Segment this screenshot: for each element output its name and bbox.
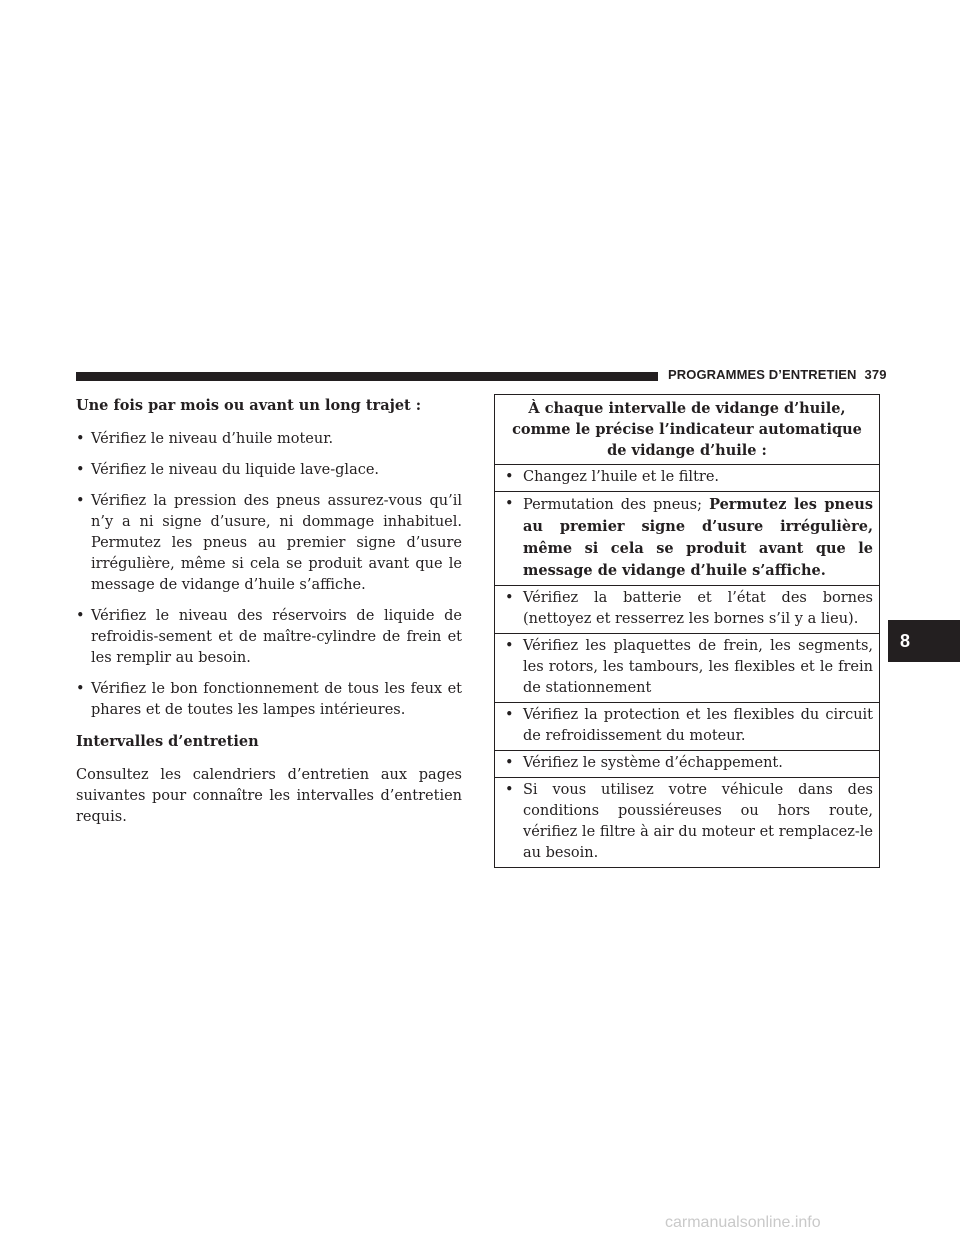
bullet-icon: • (505, 496, 514, 512)
bullet-icon: • (505, 755, 514, 771)
table-row: • Vérifiez les plaquettes de frein, les segments, les rotors, les tambours, les flexibles et le frein de stationnement (495, 634, 879, 703)
table-row: • Vérifiez la protection et les flexibles du circuit de refroidissement du moteur. (495, 703, 879, 751)
watermark: carmanualsonline.info (665, 1214, 821, 1231)
chapter-number: 8 (900, 630, 911, 651)
chapter-tab (888, 620, 960, 662)
table-row: • Vérifiez le système d’échappement. (495, 751, 879, 778)
running-header (668, 367, 887, 382)
bullet-icon: • (505, 469, 514, 485)
monthly-checklist (76, 429, 462, 721)
list-item: • Vérifiez le niveau du liquide lave-glace. (76, 460, 462, 481)
table-row: • Changez l’huile et le filtre. (495, 465, 879, 492)
bullet-icon: • (76, 493, 85, 509)
bullet-icon: • (505, 590, 514, 606)
bullet-icon: • (76, 462, 85, 478)
list-item: • Vérifiez la pression des pneus assurez-vous qu’il n’y a ni signe d’usure, ni dommage inhabituel. Permutez les pneus au premier signe d’usure irrégulière, même si cela se produit avant que le message de vidange d’huile s’affiche. (76, 493, 462, 593)
header-rule (76, 372, 658, 381)
section-title: PROGRAMMES D’ENTRETIEN (668, 367, 857, 382)
bullet-icon: • (505, 707, 514, 723)
list-item: • Vérifiez le niveau des réservoirs de liquide de refroidis-sement et de maître-cylindre de frein et les remplir au besoin. (76, 608, 462, 666)
table-row: • Si vous utilisez votre véhicule dans des conditions poussiéreuses ou hors route, vérifiez le filtre à air du moteur et remplacez-le au besoin. (505, 782, 873, 861)
page-number: 379 (864, 367, 887, 382)
monthly-heading: Une fois par mois ou avant un long trajet : (76, 397, 422, 414)
intervals-heading: Intervalles d’entretien (76, 733, 259, 750)
bullet-icon: • (505, 638, 514, 654)
list-item: • Vérifiez le niveau d’huile moteur. (76, 429, 462, 450)
bullet-icon: • (76, 608, 85, 624)
left-column (76, 395, 462, 828)
oil-change-table (494, 394, 880, 868)
intervals-paragraph: Consultez les calendriers d’entretien aux pages suivantes pour connaître les intervalles d’entretien requis. (76, 767, 462, 825)
list-item: • Vérifiez le bon fonctionnement de tous les feux et phares et de toutes les lampes intérieures. (76, 681, 462, 718)
bullet-icon: • (76, 681, 85, 697)
bullet-icon: • (76, 431, 85, 447)
table-heading: À chaque intervalle de vidange d’huile, comme le précise l’indicateur automatique de vidange d’huile : (495, 395, 879, 465)
table-row: • Vérifiez la batterie et l’état des bornes (nettoyez et resserrez les bornes s’il y a lieu). (495, 586, 879, 634)
bullet-icon: • (505, 782, 514, 798)
table-row: • Permutation des pneus; Permutez les pneus au premier signe d’usure irrégulière, même si cela se produit avant que le message de vidange d’huile s’affiche. (495, 492, 879, 586)
